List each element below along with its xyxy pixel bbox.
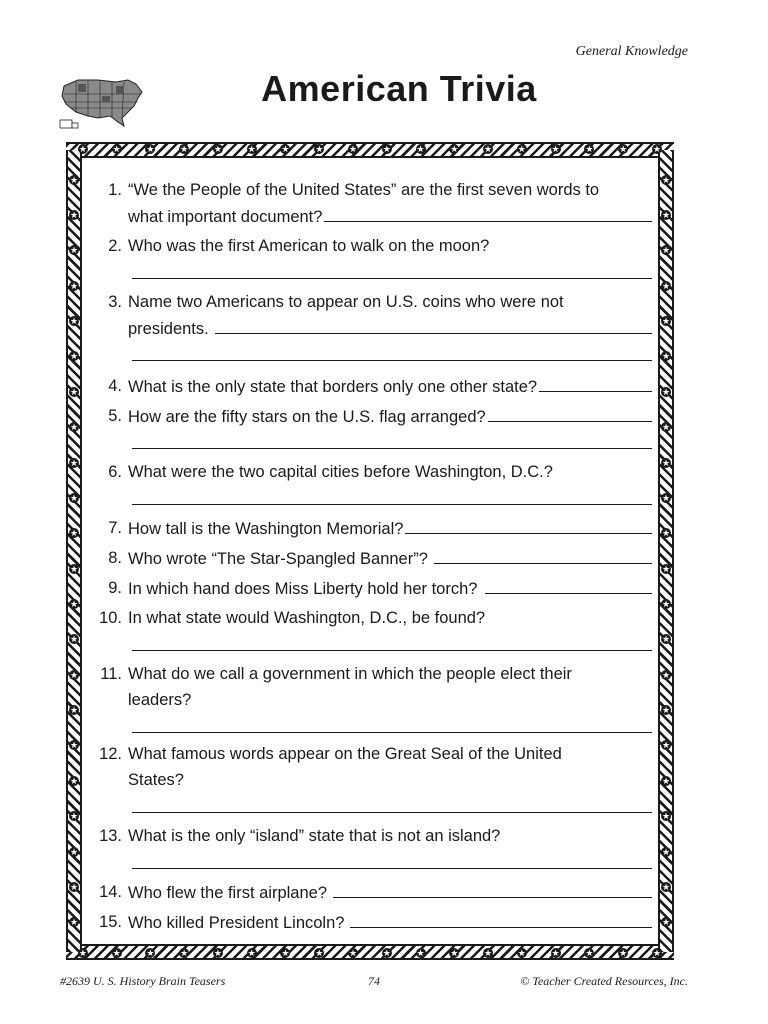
answer-line[interactable] — [132, 731, 652, 733]
question-number: 3. — [108, 293, 122, 311]
border-stars-left: ★ ★ ★ ★ ★ ★ ★ ★ ★ ★ ★ ★ ★ ★ ★ ★ ★ ★ ★ ★ ★ ★ — [69, 174, 79, 928]
answer-line[interactable] — [132, 649, 652, 651]
answer-line[interactable] — [539, 377, 652, 392]
answer-line[interactable] — [485, 579, 652, 594]
question-number: 13. — [99, 827, 122, 845]
question-text-cont: what important document? — [128, 208, 323, 226]
answer-line[interactable] — [132, 811, 652, 813]
question-text: What is the only state that borders only one other state? — [128, 378, 538, 396]
question-number: 7. — [108, 519, 122, 537]
question-text: Who wrote “The Star-Spangled Banner”? — [128, 550, 428, 568]
footer-book-title: #2639 U. S. History Brain Teasers — [60, 974, 226, 988]
question-text: How tall is the Washington Memorial? — [128, 520, 404, 538]
question-number: 9. — [108, 579, 122, 597]
question-number: 6. — [108, 463, 122, 481]
answer-line[interactable] — [350, 913, 652, 928]
answer-line[interactable] — [132, 447, 652, 449]
answer-line[interactable] — [405, 519, 652, 534]
question-number: 2. — [108, 237, 122, 255]
border-stars-top: ★ ★ ★ ★ ★ ★ ★ ★ ★ ★ ★ ★ ★ ★ ★ ★ ★ ★ — [78, 144, 661, 154]
question-text: Who was the first American to walk on the moon? — [128, 237, 490, 255]
question-number: 10. — [99, 609, 122, 627]
question-text: How are the fifty stars on the U.S. flag arranged? — [128, 408, 486, 426]
border-right — [658, 150, 674, 952]
border-bottom — [66, 944, 674, 960]
border-left — [66, 150, 82, 952]
question-number: 1. — [108, 181, 122, 199]
footer-copyright: © Teacher Created Resources, Inc. — [520, 974, 688, 988]
question-text: What is the only “island” state that is not an island? — [128, 827, 501, 845]
answer-line[interactable] — [132, 359, 652, 361]
question-text: In what state would Washington, D.C., be found? — [128, 609, 486, 627]
question-text: What were the two capital cities before Washington, D.C.? — [128, 463, 553, 481]
question-text: Who flew the first airplane? — [128, 884, 328, 902]
question-text: What famous words appear on the Great Seal of the United — [128, 745, 562, 763]
answer-line[interactable] — [132, 867, 652, 869]
section-label: General Knowledge — [575, 44, 688, 59]
answer-line[interactable] — [132, 277, 652, 279]
question-text-cont: States? — [128, 771, 184, 789]
question-number: 15. — [99, 913, 122, 931]
answer-line[interactable] — [434, 549, 652, 564]
border-stars-bottom: ★ ★ ★ ★ ★ ★ ★ ★ ★ ★ ★ ★ ★ ★ ★ ★ ★ ★ — [78, 948, 661, 958]
question-number: 8. — [108, 549, 122, 567]
question-text-cont: presidents. — [128, 320, 209, 338]
question-text: “We the People of the United States” are the first seven words to — [128, 181, 600, 199]
answer-line[interactable] — [132, 503, 652, 505]
question-text: In which hand does Miss Liberty hold her torch? — [128, 580, 478, 598]
answer-line[interactable] — [488, 407, 652, 422]
question-text: Who killed President Lincoln? — [128, 914, 345, 932]
answer-line[interactable] — [333, 883, 652, 898]
footer-page-number: 74 — [368, 974, 380, 988]
border-stars-right: ★ ★ ★ ★ ★ ★ ★ ★ ★ ★ ★ ★ ★ ★ ★ ★ ★ ★ ★ ★ ★ ★ — [661, 174, 671, 928]
page-title: American Trivia — [261, 68, 537, 109]
question-text: What do we call a government in which the people elect their — [128, 665, 572, 683]
question-number: 4. — [108, 377, 122, 395]
question-number: 11. — [100, 665, 122, 683]
question-text-cont: leaders? — [128, 691, 192, 709]
question-number: 5. — [108, 407, 122, 425]
answer-line[interactable] — [215, 319, 652, 334]
answer-line[interactable] — [324, 207, 652, 222]
question-text: Name two Americans to appear on U.S. coins who were not — [128, 293, 564, 311]
question-number: 14. — [99, 883, 122, 901]
border-top — [66, 142, 674, 158]
question-number: 12. — [99, 745, 122, 763]
